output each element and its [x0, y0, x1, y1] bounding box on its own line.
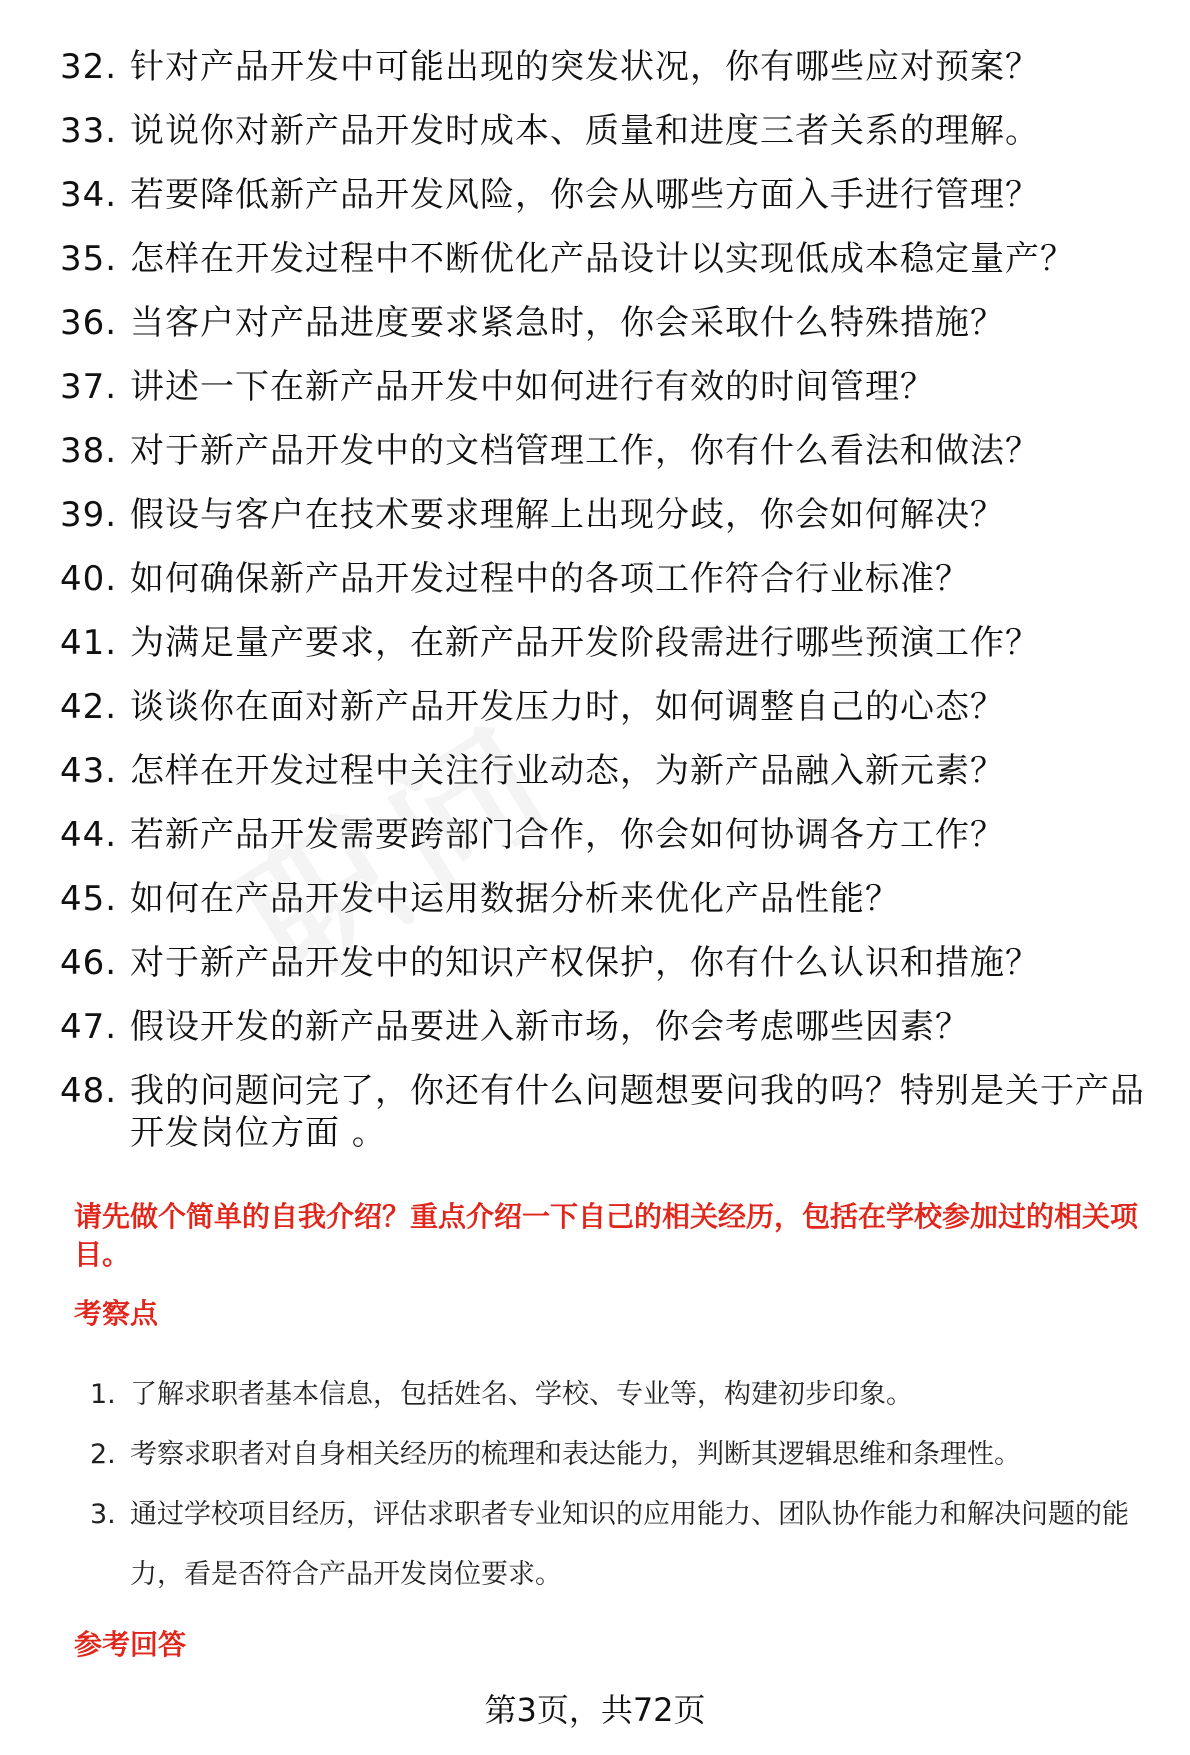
list-item	[90, 1365, 1160, 1425]
question-text: 对于新产品开发中的文档管理工作，你有什么看法和做法？	[130, 431, 1040, 471]
list-item	[60, 878, 1160, 920]
list-item	[60, 494, 1160, 536]
page-number: 第3页，共72页	[484, 1691, 706, 1729]
question-number: 42.	[60, 687, 118, 727]
question-list	[60, 46, 1160, 1176]
point-text: 考察求职者对自身相关经历的梳理和表达能力，判断其逻辑思维和条理性。	[130, 1439, 1021, 1470]
question-number: 44.	[60, 815, 118, 855]
points-label: 考察点	[74, 1297, 159, 1330]
question-number: 37.	[60, 367, 118, 407]
question-text: 怎样在开发过程中关注行业动态，为新产品融入新元素？	[130, 751, 1005, 791]
list-item	[60, 430, 1160, 472]
list-item	[60, 302, 1160, 344]
list-item	[60, 1070, 1160, 1154]
list-item	[90, 1485, 1160, 1605]
point-number: 1.	[90, 1379, 116, 1410]
question-number: 47.	[60, 1007, 118, 1047]
question-text: 对于新产品开发中的知识产权保护，你有什么认识和措施？	[130, 943, 1040, 983]
section-heading: 请先做个简单的自我介绍？重点介绍一下自己的相关经历，包括在学校参加过的相关项目。	[74, 1200, 1139, 1271]
question-number: 33.	[60, 111, 118, 151]
question-text: 如何在产品开发中运用数据分析来优化产品性能？	[130, 879, 900, 919]
point-text: 通过学校项目经历，评估求职者专业知识的应用能力、团队协作能力和解决问题的能力，看是否符合产品开发岗位要求。	[130, 1499, 1129, 1590]
point-number: 3.	[90, 1499, 116, 1530]
point-number: 2.	[90, 1439, 116, 1470]
list-item	[60, 622, 1160, 664]
question-number: 36.	[60, 303, 118, 343]
point-text: 了解求职者基本信息，包括姓名、学校、专业等，构建初步印象。	[130, 1379, 913, 1410]
question-number: 35.	[60, 239, 118, 279]
question-text: 谈谈你在面对新产品开发压力时，如何调整自己的心态？	[130, 687, 1005, 727]
question-number: 40.	[60, 559, 118, 599]
question-number: 39.	[60, 495, 118, 535]
list-item	[60, 750, 1160, 792]
question-text: 怎样在开发过程中不断优化产品设计以实现低成本稳定量产？	[130, 239, 1075, 279]
question-text: 如何确保新产品开发过程中的各项工作符合行业标准？	[130, 559, 970, 599]
list-item	[60, 814, 1160, 856]
list-item	[60, 174, 1160, 216]
list-item	[60, 110, 1160, 152]
list-item	[60, 238, 1160, 280]
question-number: 38.	[60, 431, 118, 471]
question-text: 若要降低新产品开发风险，你会从哪些方面入手进行管理？	[130, 175, 1040, 215]
answer-label: 参考回答	[74, 1628, 187, 1661]
question-text: 为满足量产要求，在新产品开发阶段需进行哪些预演工作？	[130, 623, 1040, 663]
question-text: 我的问题问完了，你还有什么问题想要问我的吗？特别是关于产品开发岗位方面 。	[130, 1071, 1145, 1153]
question-text: 若新产品开发需要跨部门合作，你会如何协调各方工作？	[130, 815, 1005, 855]
list-item	[60, 46, 1160, 88]
question-text: 说说你对新产品开发时成本、质量和进度三者关系的理解。	[130, 111, 1040, 151]
question-number: 32.	[60, 47, 118, 87]
question-text: 当客户对产品进度要求紧急时，你会采取什么特殊措施？	[130, 303, 1005, 343]
question-number: 46.	[60, 943, 118, 983]
question-number: 34.	[60, 175, 118, 215]
list-item	[60, 686, 1160, 728]
points-list	[90, 1365, 1160, 1605]
question-number: 48.	[60, 1071, 118, 1111]
list-item	[60, 942, 1160, 984]
question-text: 假设与客户在技术要求理解上出现分歧，你会如何解决？	[130, 495, 1005, 535]
list-item	[60, 558, 1160, 600]
list-item	[90, 1425, 1160, 1485]
question-text: 假设开发的新产品要进入新市场，你会考虑哪些因素？	[130, 1007, 970, 1047]
question-text: 讲述一下在新产品开发中如何进行有效的时间管理？	[130, 367, 935, 407]
question-number: 41.	[60, 623, 118, 663]
list-item	[60, 366, 1160, 408]
list-item	[60, 1006, 1160, 1048]
question-number: 45.	[60, 879, 118, 919]
question-text: 针对产品开发中可能出现的突发状况，你有哪些应对预案？	[130, 47, 1040, 87]
question-number: 43.	[60, 751, 118, 791]
